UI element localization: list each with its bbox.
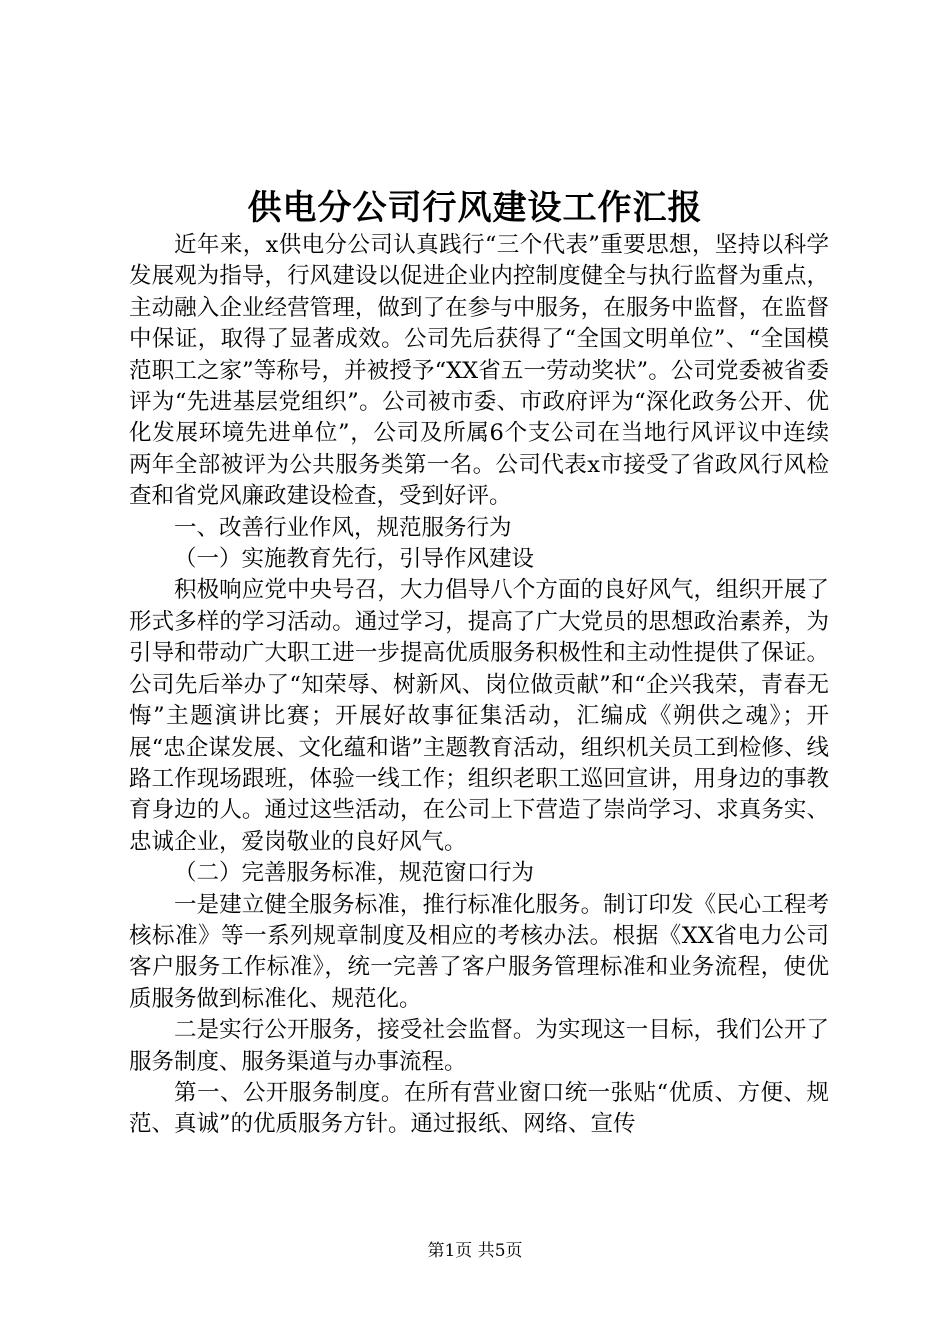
paragraph-public-system: 第一、公开服务制度。在所有营业窗口统一张贴“优质、方便、规范、真诚”的优质服务方针。通过报纸、网络、宣传 [129, 1079, 829, 1138]
paragraph-public-service: 二是实行公开服务，接受社会监督。为实现这一目标，我们公开了服务制度、服务渠道与办事流程。 [129, 1017, 829, 1075]
document-body [129, 230, 829, 1141]
page-footer: 第1页 共5页 [427, 1241, 523, 1261]
subsection-heading-1: （一）实施教育先行，引导作风建设 [174, 546, 535, 573]
document-title: 供电分公司行风建设工作汇报 [247, 188, 703, 228]
subsection-heading-2: （二）完善服务标准，规范窗口行为 [174, 860, 535, 887]
paragraph-standards: 一是建立健全服务标准，推行标准化服务。制订印发《民心工程考核标准》等一系列规章制度及相应的考核办法。根据《XX省电力公司客户服务工作标准》，统一完善了客户服务管理标准和业务流程，使优质服务做到标准化、规范化。 [129, 891, 829, 1012]
section-heading-1: 一、改善行业作风，规范服务行为 [174, 514, 512, 541]
paragraph-education: 积极响应党中央号召，大力倡导八个方面的良好风气，组织开展了形式多样的学习活动。通过学习，提高了广大党员的思想政治素养，为引导和带动广大职工进一步提高优质服务积极性和主动性提供了保证。公司先后举办了“知荣辱、树新风、岗位做贡献”和“企兴我荣，青春无悔”主题演讲比赛；开展好故事征集活动，汇编成《朔供之魂》；开展“忠企谋发展、文化蕴和谐”主题教育活动，组织机关员工到检修、线路工作现场跟班，体验一线工作；组织老职工巡回宣讲，用身边的事教育身边的人。通过这些活动，在公司上下营造了崇尚学习、求真务实、忠诚企业，爱岗敬业的良好风气。 [129, 577, 829, 855]
paragraph-intro: 近年来，x供电分公司认真践行“三个代表”重要思想，坚持以科学发展观为指导，行风建设以促进企业内控制度健全与执行监督为重点，主动融入企业经营管理，做到了在参与中服务，在服务中监督，在监督中保证，取得了显著成效。公司先后获得了“全国文明单位”、“全国模范职工之家”等称号，并被授予“XX省五一劳动奖状”。公司党委被省委评为“先进基层党组织”。公司被市委、市政府评为“深化政务公开、优化发展环境先进单位”，公司及所属6个支公司在当地行风评议中连续两年全部被评为公共服务类第一名。公司代表x市接受了省政风行风检查和省党风廉政建设检查，受到好评。 [129, 232, 829, 510]
